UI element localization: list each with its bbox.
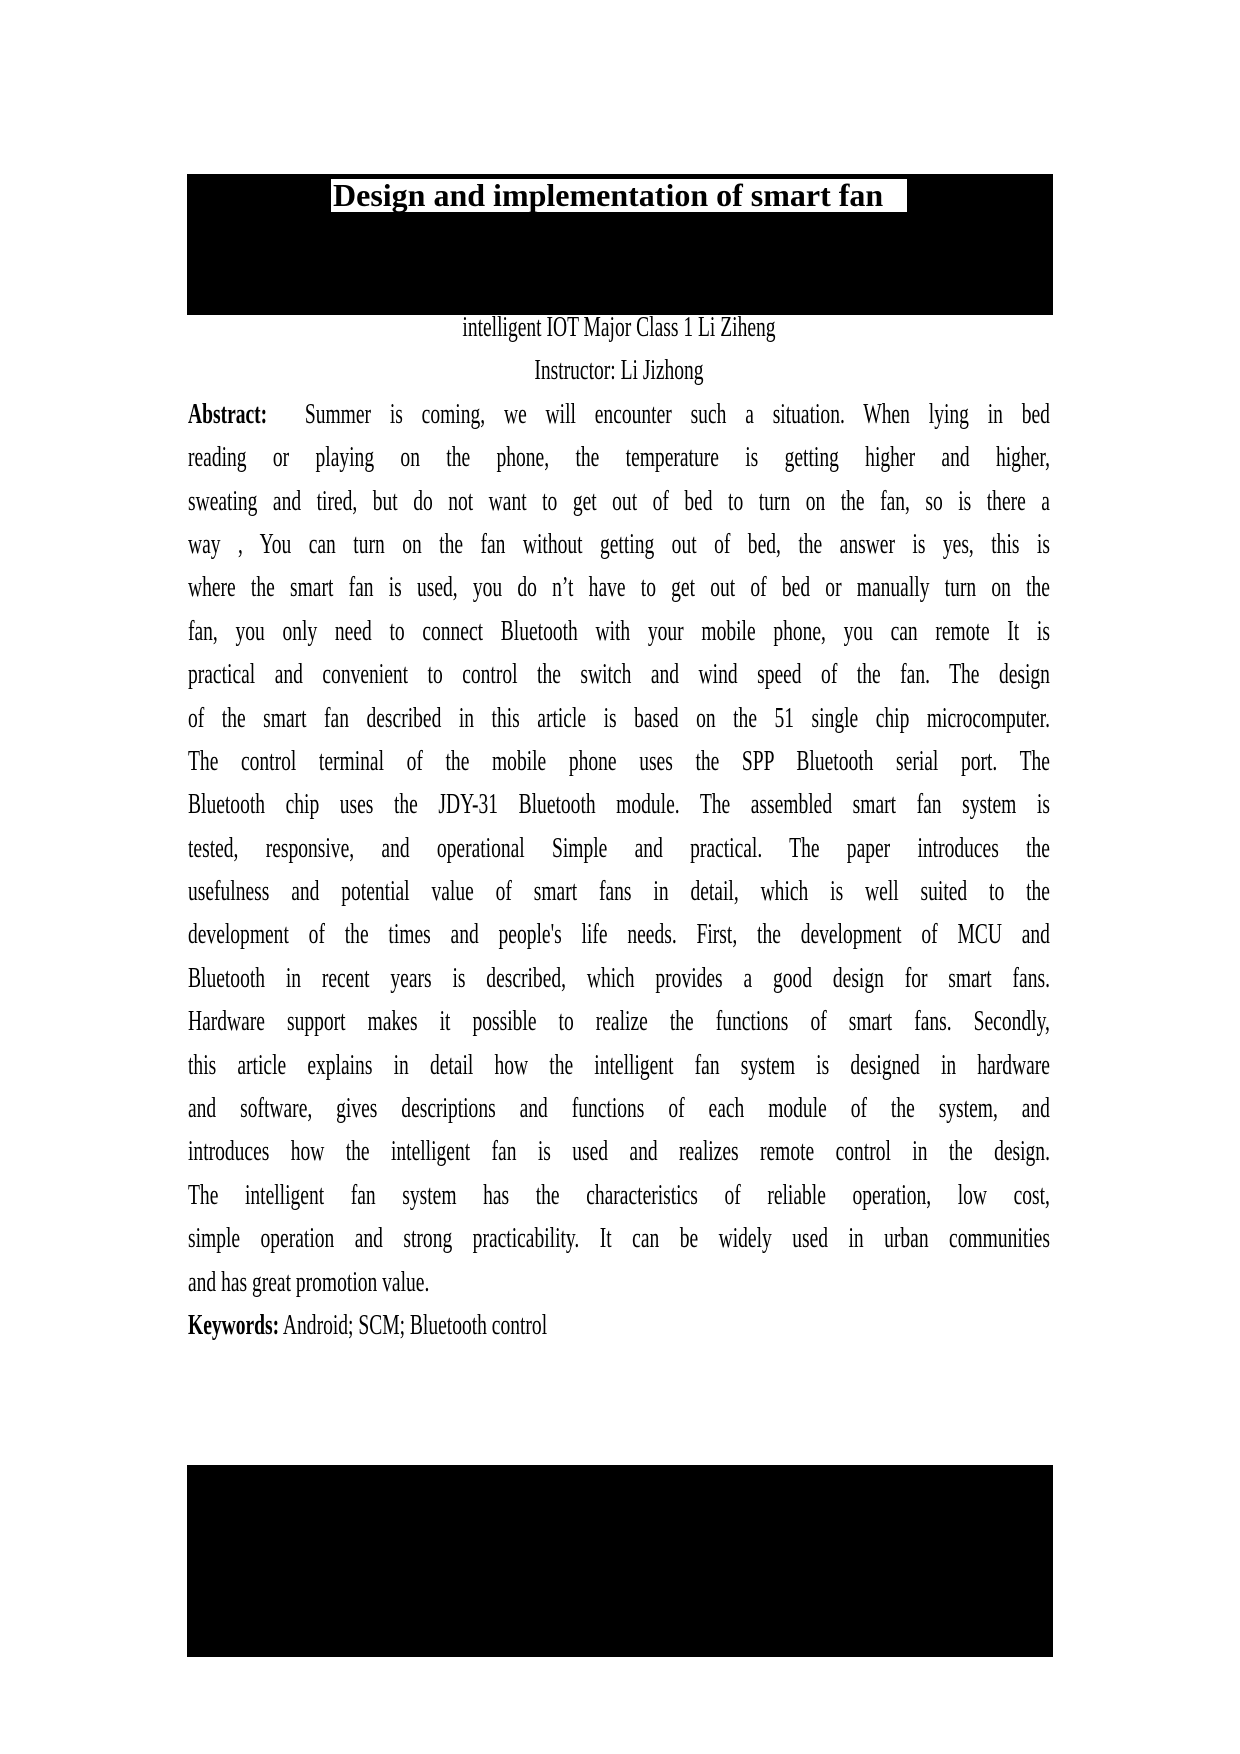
abstract-line: Hardware support makes it possible to realize the functions of smart fans. Secondly, [188,1005,1050,1038]
text-column [188,306,1050,1347]
title-highlight-strip [331,179,907,212]
abstract-line: The intelligent fan system has the characteristics of reliable operation, low cost, [188,1178,1050,1211]
abstract-line: of the smart fan described in this article is based on the 51 single chip microcomputer. [188,701,1050,734]
byline-instructor: Instructor: Li Jizhong [534,354,704,387]
abstract-line: fan, you only need to connect Bluetooth with your mobile phone, you can remote It is [188,614,1050,647]
abstract-line: simple operation and strong practicability. It can be widely used in urban communities [188,1222,1050,1255]
abstract-line: practical and convenient to control the switch and wind speed of the fan. The design [188,658,1050,691]
abstract-line: usefulness and potential value of smart fans in detail, which is well suited to the [188,875,1050,908]
abstract-lines [188,393,1050,1304]
keywords-line [188,1304,1050,1347]
abstract-line: The control terminal of the mobile phone uses the SPP Bluetooth serial port. The [188,744,1050,777]
abstract-line: way , You can turn on the fan without getting out of bed, the answer is yes, this is [188,527,1050,560]
abstract-line: tested, responsive, and operational Simple and practical. The paper introduces the [188,831,1050,864]
abstract-line: Bluetooth in recent years is described, which provides a good design for smart fans. [188,961,1050,994]
abstract-line: and has great promotion value. [188,1265,430,1298]
abstract-line: Bluetooth chip uses the JDY-31 Bluetooth module. The assembled smart fan system is [188,788,1050,821]
redacted-footer-block [187,1465,1053,1657]
abstract-line: and software, gives descriptions and functions of each module of the system, and [188,1092,1050,1125]
abstract-line: sweating and tired, but do not want to get out of bed to turn on the fan, so is there a [188,484,1050,517]
abstract-line: reading or playing on the phone, the temperature is getting higher and higher, [188,441,1050,474]
page-title: Design and implementation of smart fan [333,177,884,213]
abstract-line: introduces how the intelligent fan is used and realizes remote control in the design. [188,1135,1050,1168]
abstract-line: development of the times and people's life needs. First, the development of MCU and [188,918,1050,951]
abstract-line: where the smart fan is used, you do n’t have to get out of bed or manually turn on the [188,571,1050,604]
keywords-label: Keywords: [188,1308,280,1341]
abstract-line: Abstract: Summer is coming, we will encounter such a situation. When lying in bed [188,397,1050,430]
abstract-label: Abstract: [188,397,268,430]
keywords-text: Android; SCM; Bluetooth control [279,1308,548,1341]
abstract-line: this article explains in detail how the intelligent fan system is designed in hardware [188,1048,1050,1081]
byline-author: intelligent IOT Major Class 1 Li Ziheng [462,311,776,343]
